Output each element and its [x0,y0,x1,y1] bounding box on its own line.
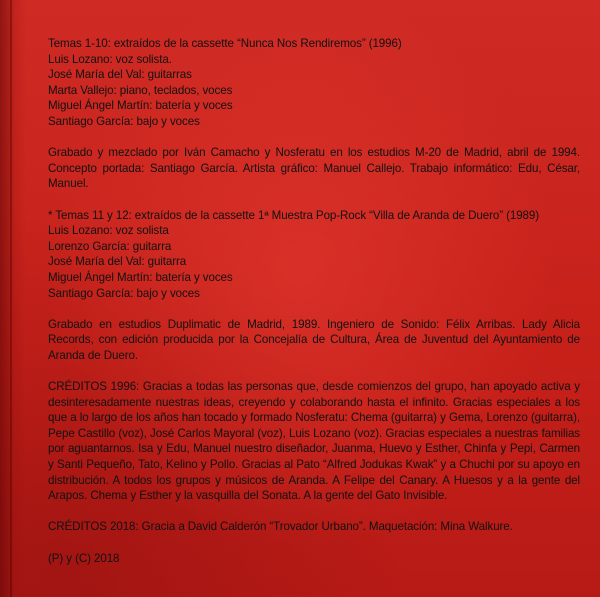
thanks-2018 [48,519,580,535]
member-line: Lorenzo García: guitarra [48,239,172,253]
tracks-11-12-heading: * Temas 11 y 12: extraídos de la cassette 1ª Muestra Pop-Rock “Villa de Aranda de Duero” (1989) [48,208,540,222]
copyright [48,551,580,567]
booklet-spine-shadow [0,0,26,597]
member-line: Marta Vallejo: piano, teclados, voces [48,83,233,97]
member-line: Luis Lozano: voz solista. [48,52,172,66]
liner-notes [48,36,580,582]
copyright-line: (P) y (C) 2018 [48,551,120,565]
member-line: Miguel Ángel Martín: batería y voces [48,99,233,113]
credits-1996-lineup [48,36,580,130]
credits-1989-lineup [48,208,580,302]
member-line: José María del Val: guitarras [48,68,192,82]
member-line: Luis Lozano: voz solista [48,224,169,238]
member-line: Santiago García: bajo y voces [48,286,200,300]
recording-paragraph: Grabado en estudios Duplimatic de Madrid, 1989. Ingeniero de Sonido: Félix Arribas. Lady Alicia Records, con edición producida por la Concejalía de Cultura, Área de Juventud del Ayuntamiento de Aranda de Duero. [48,317,580,362]
recording-info-1989 [48,317,580,364]
tracks-1-10-heading: Temas 1-10: extraídos de la cassette “Nunca Nos Rendiremos” (1996) [48,37,402,50]
thanks-paragraph: CRÉDITOS 1996: Gracias a todas las personas que, desde comienzos del grupo, han apoyado activa y desinteresadamente nuestras ideas, creyendo y colaborando hasta el infinito. Gracias especiales a los que a lo largo de los años han tocado y formado Nosferatu: Chema (guitarra) y Gema, Lorenzo (guitarra), Pepe Castillo (voz), José Carlos Mayoral (voz), Luis Lozano (voz). Gracias especiales a nuestras familias por aguantarnos. Isa y Edu, Manuel nuestro diseñador, Juanma, Huevo y Esther, Chinfa y Pepi, Carmen y Santi Pequeño, Tato, Kelino y Pollo. Gracias al Pato “Alfred Jodukas Kwak” y a Chuchi por su apoyo en distribución. A todos los grupos y músicos de Aranda. A Felipe del Canary. A Huesos y a la gente del Arapos. Chema y Esther y la vasquilla del Sonata. A la gente del Gato Invisible. [48,380,580,503]
thanks-1996 [48,379,580,504]
thanks-paragraph: CRÉDITOS 2018: Gracia a David Calderón “Trovador Urbano”. Maquetación: Mina Walkure. [48,520,513,534]
recording-info-1994 [48,145,580,192]
member-line: Miguel Ángel Martín: batería y voces [48,270,233,284]
booklet-fold-line [10,0,12,597]
member-line: Santiago García: bajo y voces [48,114,200,128]
recording-paragraph: Grabado y mezclado por Iván Camacho y Nosferatu en los estudios M-20 de Madrid, abril de 1994. Concepto portada: Santiago García. Artista gráfico: Manuel Callejo. Trabajo informático: Edu, César, Manuel. [48,146,580,191]
member-line: José María del Val: guitarra [48,255,187,269]
